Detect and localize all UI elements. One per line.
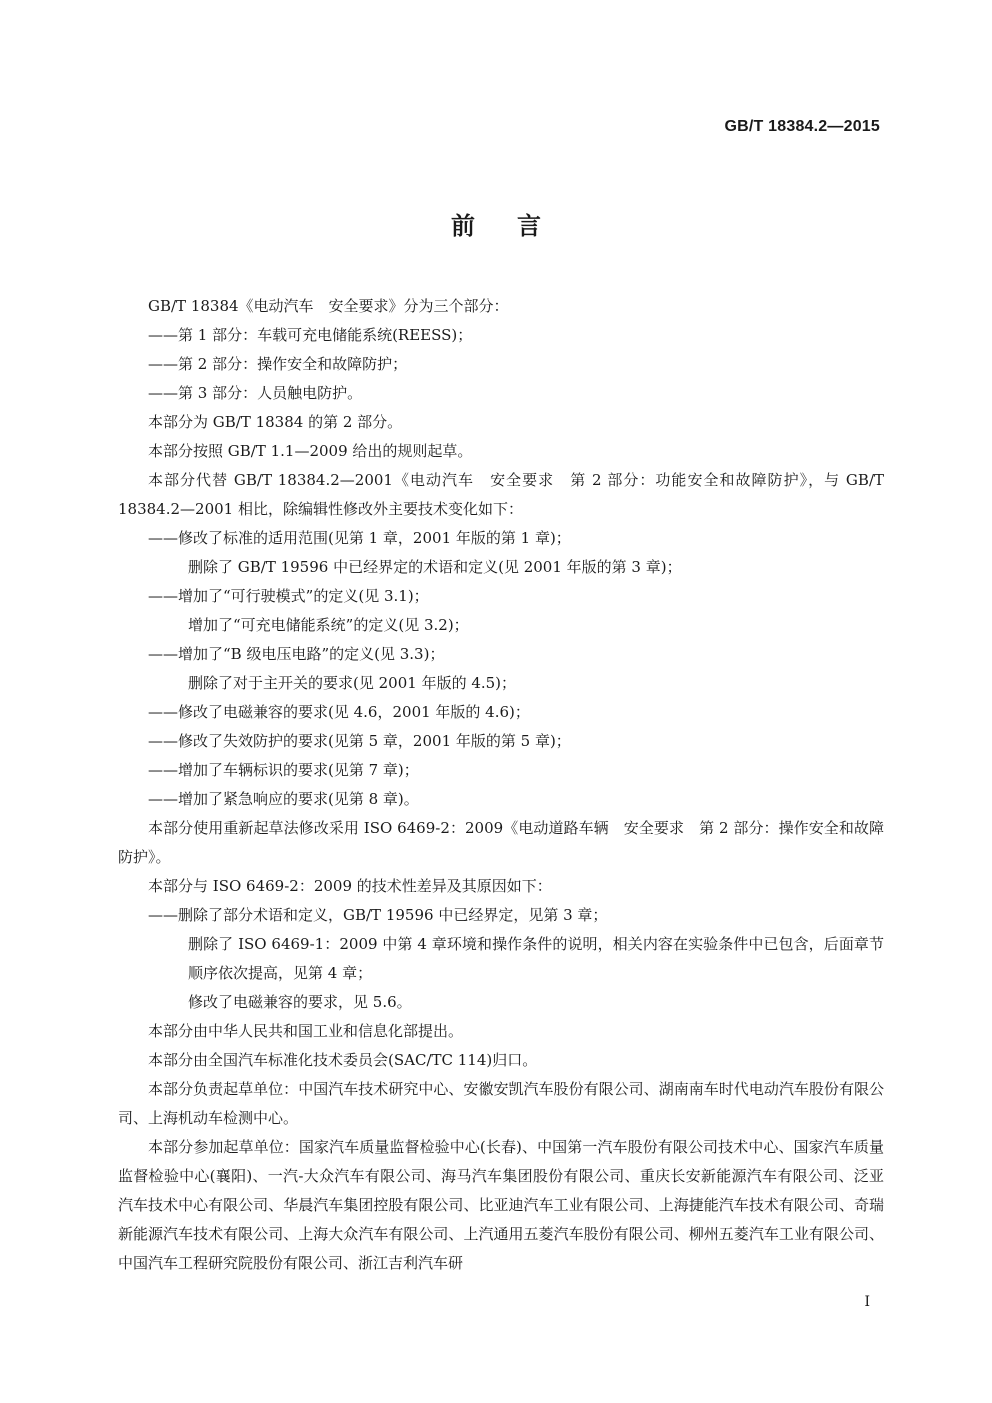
page-title: 前言 [451, 212, 583, 240]
page-number: I [864, 1294, 870, 1310]
paragraph: ——增加了“B 级电压电路”的定义(见 3.3)； [148, 645, 445, 663]
paragraph: 本部分负责起草单位：中国汽车技术研究中心、安徽安凯汽车股份有限公司、湖南南车时代电动汽车股份有限公司、上海机动车检测中心。 [118, 1080, 884, 1127]
paragraph: 本部分按照 GB/T 1.1—2009 给出的规则起草。 [148, 442, 473, 460]
paragraph: ——修改了标准的适用范围(见第 1 章，2001 年版的第 1 章)； [148, 529, 571, 547]
document-code: GB/T 18384.2—2015 [724, 118, 880, 135]
paragraph: GB/T 18384《电动汽车 安全要求》分为三个部分： [148, 297, 509, 315]
paragraph: ——修改了失效防护的要求(见第 5 章，2001 年版的第 5 章)； [148, 732, 571, 750]
paragraph: ——增加了紧急响应的要求(见第 8 章)。 [148, 790, 419, 808]
paragraph: 删除了对于主开关的要求(见 2001 年版的 4.5)； [188, 674, 517, 692]
paragraph: ——第 2 部分：操作安全和故障防护； [148, 355, 408, 373]
paragraph: ——增加了车辆标识的要求(见第 7 章)； [148, 761, 419, 779]
paragraph: 删除了 ISO 6469-1：2009 中第 4 章环境和操作条件的说明，相关内容在实验条件中已包含，后面章节顺序依次提高，见第 4 章； [188, 935, 884, 982]
paragraph: 增加了“可充电储能系统”的定义(见 3.2)； [188, 616, 469, 634]
foreword-body [118, 292, 884, 1278]
paragraph: 本部分参加起草单位：国家汽车质量监督检验中心(长春)、中国第一汽车股份有限公司技术中心、国家汽车质量监督检验中心(襄阳)、一汽-大众汽车有限公司、海马汽车集团股份有限公司、重庆长安新能源汽车有限公司、泛亚汽车技术中心有限公司、华晨汽车集团控股有限公司、比亚迪汽车工业有限公司、上海捷能汽车技术有限公司、奇瑞新能源汽车技术有限公司、上海大众汽车有限公司、上汽通用五菱汽车股份有限公司、柳州五菱汽车工业有限公司、中国汽车工程研究院股份有限公司、浙江吉利汽车研 [118, 1138, 884, 1272]
paragraph: 本部分使用重新起草法修改采用 ISO 6469-2：2009《电动道路车辆 安全要求 第 2 部分：操作安全和故障防护》。 [118, 819, 884, 866]
paragraph: ——修改了电磁兼容的要求(见 4.6，2001 年版的 4.6)； [148, 703, 530, 721]
paragraph: 修改了电磁兼容的要求，见 5.6。 [188, 993, 412, 1011]
paragraph: 本部分由全国汽车标准化技术委员会(SAC/TC 114)归口。 [148, 1051, 538, 1069]
paragraph: 删除了 GB/T 19596 中已经界定的术语和定义(见 2001 年版的第 3 章)； [188, 558, 682, 576]
paragraph: ——增加了“可行驶模式”的定义(见 3.1)； [148, 587, 429, 605]
paragraph: ——第 1 部分：车载可充电储能系统(REESS)； [148, 326, 473, 344]
paragraph: 本部分代替 GB/T 18384.2—2001《电动汽车 安全要求 第 2 部分：功能安全和故障防护》，与 GB/T 18384.2—2001 相比，除编辑性修改外主要技术变化如下： [118, 471, 884, 518]
paragraph: ——第 3 部分：人员触电防护。 [148, 384, 363, 402]
paragraph: 本部分为 GB/T 18384 的第 2 部分。 [148, 413, 403, 431]
paragraph: 本部分与 ISO 6469-2：2009 的技术性差异及其原因如下： [148, 877, 552, 895]
paragraph: 本部分由中华人民共和国工业和信息化部提出。 [148, 1022, 464, 1040]
paragraph: ——删除了部分术语和定义，GB/T 19596 中已经界定，见第 3 章； [148, 906, 608, 924]
